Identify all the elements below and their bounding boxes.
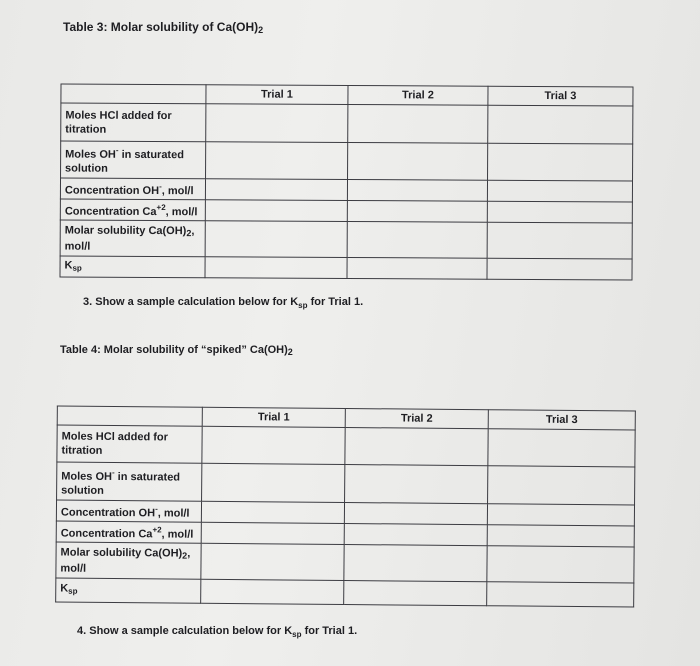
- table4-ksp-trial3[interactable]: [487, 582, 634, 607]
- row-label-moles-oh: Moles OH- in saturated solution: [57, 462, 202, 501]
- table-row: [61, 141, 633, 181]
- table4-header-trial3: Trial 3: [488, 410, 635, 430]
- table4-conc-oh-trial2[interactable]: [344, 502, 487, 524]
- table3-conc-oh-trial1[interactable]: [205, 179, 347, 201]
- table3-conc-ca-trial3[interactable]: [487, 201, 632, 223]
- table-row: [60, 256, 632, 280]
- table3-conc-oh-trial2[interactable]: [347, 180, 487, 202]
- table4-moles-oh-trial2[interactable]: [345, 464, 488, 503]
- table3-moles-hcl-trial1[interactable]: [206, 104, 348, 143]
- table4-molar-solubility-trial2[interactable]: [344, 544, 487, 581]
- table3-molar-solubility-trial3[interactable]: [487, 222, 632, 259]
- table4-moles-oh-trial3[interactable]: [488, 466, 635, 505]
- table-row: [56, 578, 634, 607]
- table4-ksp-trial1[interactable]: [201, 579, 344, 604]
- table4-molar-solubility-trial3[interactable]: [487, 546, 634, 583]
- table3-moles-hcl-trial3[interactable]: [488, 105, 633, 144]
- table-row: [57, 462, 635, 505]
- table4-title: Table 4: Molar solubility of “spiked” $Ca(OH)_2$: [60, 344, 293, 357]
- row-label-ksp: $K_{sp}$: [60, 256, 205, 278]
- table4: [55, 405, 636, 607]
- table-row: [56, 542, 634, 583]
- table4-conc-ca-trial3[interactable]: [487, 525, 634, 547]
- table3-header-corner: [61, 84, 206, 104]
- table4-conc-oh-trial3[interactable]: [487, 504, 634, 526]
- row-label-ksp: $K_{sp}$: [56, 578, 201, 603]
- table4-moles-oh-trial1[interactable]: [202, 463, 345, 502]
- sample-calculation-4: 4. Show a sample calculation below for $K_{sp}$ for Trial 1.: [77, 625, 358, 640]
- table3-conc-ca-trial2[interactable]: [347, 201, 487, 223]
- table3-title: Table 3: Molar solubility of $Ca(OH)_2$: [63, 20, 264, 35]
- table-row: [57, 425, 635, 467]
- table4-conc-ca-trial2[interactable]: [344, 523, 487, 545]
- table3-header-trial2: Trial 2: [348, 86, 488, 106]
- table3-conc-ca-trial1[interactable]: [205, 200, 347, 222]
- table4-moles-hcl-trial3[interactable]: [488, 429, 635, 467]
- table3-moles-oh-trial2[interactable]: [348, 143, 488, 181]
- table-row: [60, 199, 632, 223]
- row-label-moles-hcl: Moles HCl added for titration: [61, 103, 206, 142]
- table3-ksp-trial3[interactable]: [487, 258, 632, 280]
- table3-moles-oh-trial3[interactable]: [488, 143, 633, 181]
- table4-header-corner: [57, 406, 202, 426]
- table4-conc-ca-trial1[interactable]: [201, 522, 344, 544]
- row-label-conc-oh: Concentration OH-, mol/l: [56, 500, 201, 522]
- table4-conc-oh-trial1[interactable]: [201, 501, 344, 523]
- table4-header-trial2: Trial 2: [345, 408, 488, 428]
- table3-moles-hcl-trial2[interactable]: [348, 105, 488, 144]
- table-row: [61, 103, 633, 144]
- table3-molar-solubility-trial1[interactable]: [205, 221, 347, 258]
- table-row: [60, 220, 632, 259]
- table4-ksp-trial2[interactable]: [344, 580, 487, 605]
- table4-header-trial1: Trial 1: [202, 407, 345, 427]
- row-label-moles-hcl: Moles HCl added for titration: [57, 425, 202, 463]
- table-row: [60, 178, 632, 202]
- table4-moles-hcl-trial2[interactable]: [345, 427, 488, 465]
- row-label-conc-ca: Concentration $Ca^{+2}$, mol/l: [60, 199, 205, 221]
- table3-moles-oh-trial1[interactable]: [206, 142, 348, 180]
- table3-molar-solubility-trial2[interactable]: [347, 222, 487, 259]
- row-label-molar-solubility: Molar solubility $Ca(OH)_2$, mol/l: [56, 542, 201, 579]
- table4-moles-hcl-trial1[interactable]: [202, 426, 345, 464]
- table3: [59, 84, 633, 281]
- table3-ksp-trial1[interactable]: [205, 257, 347, 279]
- table3-ksp-trial2[interactable]: [347, 258, 487, 280]
- sample-calculation-3: 3. Show a sample calculation below for $K_{sp}$ for Trial 1.: [83, 296, 364, 311]
- row-label-molar-solubility: Molar solubility $Ca(OH)_2$, mol/l: [60, 220, 205, 257]
- row-label-conc-ca: Concentration $Ca^{+2}$, mol/l: [56, 521, 201, 543]
- table4-molar-solubility-trial1[interactable]: [201, 543, 344, 580]
- row-label-conc-oh: Concentration OH-, mol/l: [60, 178, 205, 200]
- table3-conc-oh-trial3[interactable]: [487, 180, 632, 202]
- row-label-moles-oh: Moles OH- in saturated solution: [61, 141, 206, 179]
- table3-header-trial1: Trial 1: [206, 85, 348, 105]
- table3-header-trial3: Trial 3: [488, 86, 633, 106]
